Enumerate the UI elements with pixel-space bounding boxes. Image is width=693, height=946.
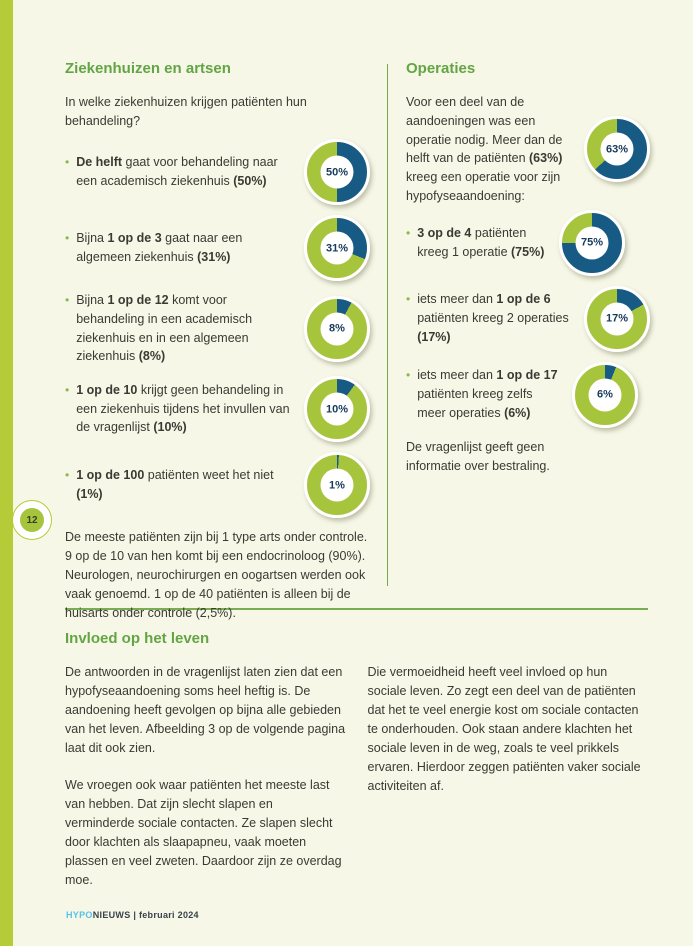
operations-outro: De vragenlijst geeft geen informatie over bestraling. bbox=[406, 439, 550, 473]
life-column-left bbox=[65, 663, 346, 902]
donut-label: 63% bbox=[605, 143, 629, 156]
list-item bbox=[406, 362, 650, 428]
donut-label: 6% bbox=[597, 388, 613, 401]
section-operations bbox=[406, 60, 650, 488]
bullet-text: iets meer dan 1 op de 17 patiënten kreeg zelfs meer operaties (6%) bbox=[417, 368, 558, 420]
page-number: 12 bbox=[20, 508, 44, 532]
bullet-text: 1 op de 10 krijgt geen behandeling in een ziekenhuis tijdens het invullen van de vragenlijst (10%) bbox=[76, 382, 290, 435]
section-title-operations: Operaties bbox=[406, 60, 476, 77]
donut-label: 8% bbox=[329, 322, 345, 335]
section-life bbox=[65, 630, 648, 902]
operations-intro-row bbox=[406, 93, 650, 206]
section-title-hospitals: Ziekenhuizen en artsen bbox=[65, 60, 231, 77]
life-paragraph-1: De antwoorden in de vragenlijst laten zien dat een hypofyseaandoening soms heel heftig is. De aandoening heeft gevolgen op bijna alle gebieden van het leven. Afbeelding 3 op de volgende pagina laat dit ook zien. bbox=[65, 665, 346, 755]
bullet-text: De helft gaat voor behandeling naar een academisch ziekenhuis (50%) bbox=[76, 155, 278, 188]
donut-chart-1 bbox=[304, 452, 370, 518]
life-paragraph-3: Die vermoeidheid heeft veel invloed op hun sociale leven. Zo zegt een deel van de patiënten dat het te veel energie kost om sociale contacten te onderhouden. Ook staan andere klachten het sociale leven in de weg, zoals te veel prikkels ervaren. Hierdoor zeggen patiënten vaker sociale activiteiten af. bbox=[367, 665, 641, 793]
list-item bbox=[65, 452, 370, 518]
list-item bbox=[65, 215, 370, 281]
page-edge-strip bbox=[0, 0, 13, 946]
bullet-text: 3 op de 4 patiënten kreeg 1 operatie (75%) bbox=[417, 225, 545, 259]
donut-chart-31 bbox=[304, 215, 370, 281]
donut-chart-75 bbox=[559, 210, 625, 276]
list-item bbox=[65, 376, 370, 442]
bullet-icon bbox=[406, 290, 410, 346]
bullet-icon bbox=[65, 229, 69, 267]
donut-chart-50 bbox=[304, 139, 370, 205]
bullet-icon bbox=[65, 381, 69, 437]
list-item bbox=[65, 291, 370, 366]
section-hospitals bbox=[65, 60, 370, 635]
donut-chart-63 bbox=[584, 116, 650, 182]
bullet-icon bbox=[65, 153, 69, 191]
page-footer bbox=[66, 910, 199, 920]
hospitals-outro: De meeste patiënten zijn bij 1 type arts onder controle. 9 op de 10 van hen komt bij een endocrinoloog (90%). Neurologen, neurochirurgen en oogartsen werden ook vaak genoemd. 1 op de 40 patiënten is alleen bij de huisarts onder controle (2,5%). bbox=[65, 530, 368, 620]
life-column-right bbox=[368, 663, 649, 902]
bullet-icon bbox=[65, 466, 69, 504]
footer-brand: HYPO bbox=[66, 910, 93, 920]
footer-issue: NIEUWS | februari 2024 bbox=[92, 910, 199, 920]
life-paragraph-2: We vroegen ook waar patiënten het meeste last van hebben. Dat zijn slecht slapen en verminderde sociale contacten. Ze slapen slecht door klachten als slaapapneu, vaak moeten plassen en veel zweten. Daardoor zijn ze overdag moe. bbox=[65, 778, 342, 887]
bullet-icon bbox=[406, 366, 410, 422]
bullet-icon bbox=[406, 224, 410, 262]
donut-label: 10% bbox=[325, 403, 349, 415]
donut-label: 1% bbox=[329, 479, 345, 491]
bullet-text: Bijna 1 op de 12 komt voor behandeling in een academisch ziekenhuis en in een algemeen ziekenhuis (8%) bbox=[76, 293, 253, 364]
list-item bbox=[65, 139, 370, 205]
donut-label: 75% bbox=[580, 236, 604, 249]
page-number-badge bbox=[12, 500, 52, 540]
donut-chart-6 bbox=[572, 362, 638, 428]
donut-chart-8 bbox=[304, 296, 370, 362]
donut-label: 17% bbox=[605, 312, 629, 325]
donut-chart-17 bbox=[584, 286, 650, 352]
bullet-icon bbox=[65, 291, 69, 366]
donut-label: 31% bbox=[325, 242, 349, 254]
column-divider bbox=[387, 64, 388, 586]
bullet-text: Bijna 1 op de 3 gaat naar een algemeen ziekenhuis (31%) bbox=[76, 231, 243, 264]
hospitals-intro: In welke ziekenhuizen krijgen patiënten hun behandeling? bbox=[65, 95, 307, 128]
donut-chart-10 bbox=[304, 376, 370, 442]
list-item bbox=[406, 286, 650, 352]
list-item bbox=[406, 210, 650, 276]
bullet-text: iets meer dan 1 op de 6 patiënten kreeg 2 operaties (17%) bbox=[417, 292, 569, 344]
operations-intro: Voor een deel van de aandoeningen was een operatie nodig. Meer dan de helft van de patiënten (63%) kreeg een operatie voor zijn hypofyseaandoening: bbox=[406, 95, 563, 203]
section-title-life: Invloed op het leven bbox=[65, 630, 210, 647]
bullet-text: 1 op de 100 patiënten weet het niet (1%) bbox=[76, 468, 274, 501]
donut-label: 50% bbox=[325, 166, 349, 178]
